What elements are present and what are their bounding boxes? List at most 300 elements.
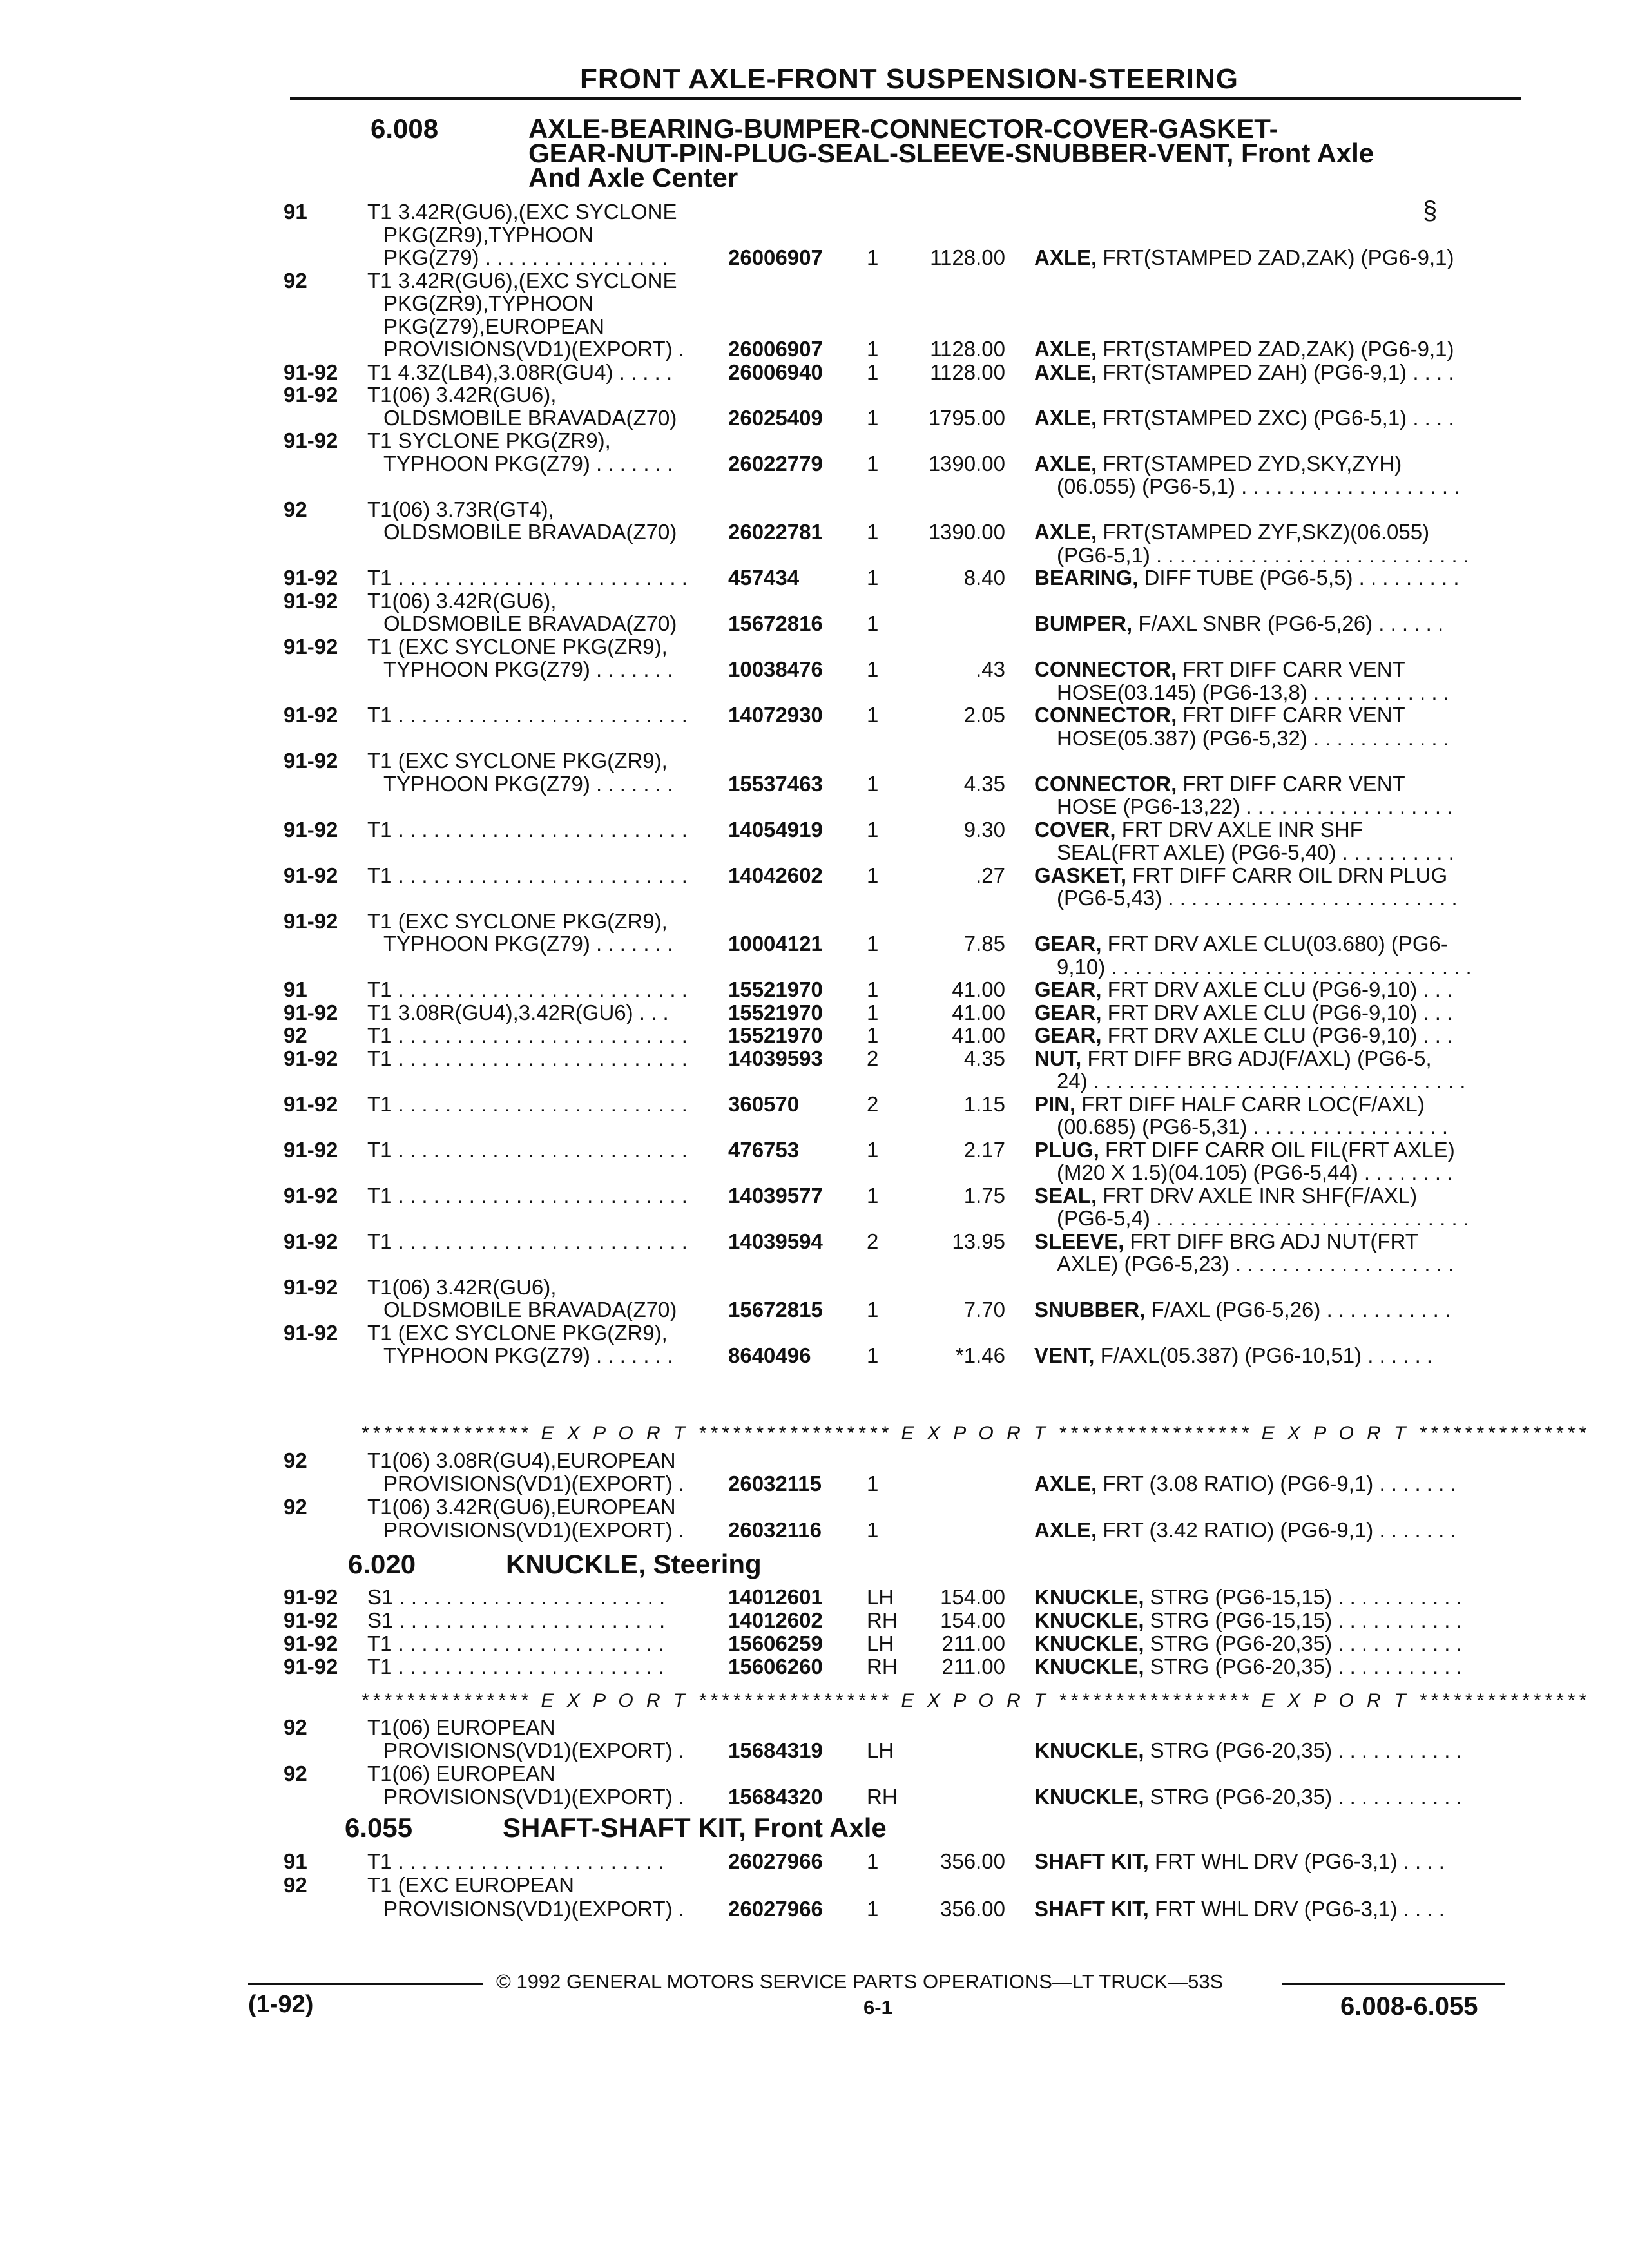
table-row: [0, 360, 1629, 386]
part-number: 15672815: [728, 1298, 823, 1321]
table-row: [0, 1343, 1629, 1369]
table-row: [0, 863, 1629, 889]
part-name: KNUCKLE,: [1034, 1585, 1144, 1609]
quantity: 1: [867, 1298, 879, 1321]
part-number: 10004121: [728, 932, 823, 956]
part-description: [1034, 1229, 1418, 1254]
section-title-line-1: AXLE-BEARING-BUMPER-CONNECTOR-COVER-GASKET-: [528, 113, 1278, 144]
footer-page-number: 6-1: [863, 1996, 892, 2019]
model-year: 91-92: [284, 1320, 338, 1345]
table-row: [0, 1631, 1629, 1657]
table-row: [0, 1608, 1629, 1634]
model-year: 91-92: [284, 1274, 338, 1299]
part-description: [1034, 1897, 1445, 1921]
model-year: 92: [284, 1873, 307, 1897]
part-detail: STRG (PG6-15,15) . . . . . . . . . . .: [1150, 1608, 1462, 1632]
quantity: 1: [867, 932, 879, 956]
part-detail: STRG (PG6-20,35) . . . . . . . . . . .: [1150, 1631, 1462, 1655]
table-row: [0, 314, 1629, 340]
application-desc: S1 . . . . . . . . . . . . . . . . . . . . . . .: [367, 1585, 666, 1609]
part-detail: FRT (3.08 RATIO) (PG6-9,1) . . . . . . .: [1103, 1472, 1456, 1495]
part-description: [1057, 1115, 1448, 1139]
application-desc: PROVISIONS(VD1)(EXPORT) .: [383, 337, 684, 361]
table-row: [0, 1252, 1629, 1278]
part-number: 15684320: [728, 1785, 823, 1809]
page-header-title: FRONT AXLE-FRONT SUSPENSION-STEERING: [580, 63, 1239, 95]
part-name: KNUCKLE,: [1034, 1608, 1144, 1632]
application-desc: T1 . . . . . . . . . . . . . . . . . . . . . . . . .: [367, 703, 688, 727]
part-description: [1034, 657, 1405, 682]
quantity: 1: [867, 1897, 879, 1921]
section-title: KNUCKLE, Steering: [506, 1549, 762, 1579]
part-number: 457434: [728, 566, 800, 590]
quantity: 1: [867, 337, 879, 361]
part-description: [1057, 1069, 1465, 1093]
list-price: *1.46: [955, 1343, 1005, 1367]
part-description: [1034, 406, 1454, 430]
model-year: 92: [284, 1495, 307, 1519]
section-title-line-2: GEAR-NUT-PIN-PLUG-SEAL-SLEEVE-SNUBBER-VENT, Front Axle: [528, 138, 1374, 168]
table-row: [0, 1849, 1629, 1875]
list-price: 1128.00: [930, 337, 1005, 361]
model-year: 91-92: [284, 1000, 338, 1024]
model-year: 91-92: [284, 634, 338, 658]
part-detail: FRT DIFF CARR OIL FIL(FRT AXLE): [1105, 1137, 1455, 1162]
section-number: 6.008: [371, 113, 439, 144]
application-desc: PROVISIONS(VD1)(EXPORT) .: [383, 1897, 684, 1921]
table-row: [0, 269, 1629, 294]
part-detail: FRT DRV AXLE CLU (PG6-9,10) . . .: [1107, 1000, 1453, 1024]
model-year: 91-92: [284, 749, 338, 773]
part-description: [1057, 1160, 1452, 1185]
part-number: 15521970: [728, 1000, 823, 1024]
part-number: 15521970: [728, 1023, 823, 1047]
part-name: AXLE,: [1034, 520, 1097, 544]
table-row: [0, 406, 1629, 432]
quantity: 1: [867, 817, 879, 841]
part-detail: (PG6-5,43) . . . . . . . . . . . . . . . . . . . . . . . . .: [1057, 886, 1458, 910]
part-description: [1034, 1023, 1452, 1048]
list-price: 41.00: [952, 977, 1005, 1001]
quantity: 1: [867, 1849, 879, 1873]
part-detail: F/AXL (PG6-5,26) . . . . . . . . . . .: [1151, 1298, 1451, 1321]
list-price: 154.00: [940, 1608, 1005, 1632]
part-description: [1034, 703, 1405, 727]
table-row: [0, 589, 1629, 615]
table-row: [0, 223, 1629, 249]
part-number: 15606259: [728, 1631, 823, 1655]
part-number: 14012602: [728, 1608, 823, 1632]
part-name: PIN,: [1034, 1091, 1076, 1116]
quantity: 2: [867, 1091, 879, 1116]
table-row: [0, 1495, 1629, 1521]
part-name: AXLE,: [1034, 1472, 1097, 1495]
part-description: [1034, 1472, 1456, 1496]
model-year: 91-92: [284, 1229, 338, 1253]
application-desc: T1 . . . . . . . . . . . . . . . . . . . . . . . . .: [367, 1046, 688, 1070]
list-price: 1795.00: [928, 405, 1005, 430]
list-price: 8.40: [963, 566, 1005, 590]
table-row: [0, 543, 1629, 569]
part-description: [1034, 1608, 1462, 1633]
part-number: 15521970: [728, 977, 823, 1001]
model-year: 92: [284, 1023, 307, 1047]
list-price: .43: [976, 657, 1005, 681]
table-row: [0, 1897, 1629, 1923]
part-detail: FRT DIFF CARR VENT: [1182, 703, 1405, 727]
model-year: 91-92: [284, 863, 338, 887]
part-name: PLUG,: [1034, 1137, 1099, 1162]
part-detail: FRT WHL DRV (PG6-3,1) . . . .: [1155, 1897, 1445, 1921]
application-desc: PROVISIONS(VD1)(EXPORT) .: [383, 1785, 684, 1809]
model-year: 92: [284, 1715, 307, 1739]
application-desc: T1 (EXC SYCLONE PKG(ZR9),: [367, 908, 668, 933]
application-desc: T1 (EXC EUROPEAN: [367, 1873, 574, 1897]
application-desc: T1(06) 3.73R(GT4),: [367, 497, 554, 521]
table-row: [0, 818, 1629, 843]
section-title-line-3: And Axle Center: [528, 162, 738, 193]
part-description: [1034, 245, 1454, 270]
quantity: 1: [867, 657, 879, 681]
part-description: [1057, 955, 1472, 979]
part-number: 26032115: [728, 1472, 822, 1495]
application-desc: T1(06) 3.08R(GU4),EUROPEAN: [367, 1448, 676, 1472]
part-detail: (06.055) (PG6-5,1) . . . . . . . . . . . . . . . . . . .: [1057, 474, 1460, 498]
part-description: [1034, 1092, 1425, 1117]
part-detail: AXLE) (PG6-5,23) . . . . . . . . . . . . . . . . . . .: [1057, 1252, 1454, 1276]
table-row: [0, 1115, 1629, 1140]
table-row: [0, 794, 1629, 820]
part-description: [1057, 543, 1469, 568]
footer-section-range: 6.008-6.055: [1340, 1992, 1478, 2021]
part-detail: STRG (PG6-20,35) . . . . . . . . . . .: [1150, 1738, 1462, 1762]
part-description: [1034, 566, 1460, 590]
part-detail: HOSE (PG6-13,22) . . . . . . . . . . . . . . . . . .: [1057, 794, 1453, 818]
application-desc: T1(06) EUROPEAN: [367, 1715, 555, 1739]
quantity: 1: [867, 1183, 879, 1207]
part-number: 26006907: [728, 245, 823, 269]
part-description: [1034, 611, 1443, 636]
application-desc: TYPHOON PKG(Z79) . . . . . . .: [383, 451, 673, 476]
application-desc: T1(06) 3.42R(GU6),EUROPEAN: [367, 1495, 676, 1519]
quantity: 1: [867, 703, 879, 727]
part-description: [1034, 977, 1452, 1002]
table-row: [0, 520, 1629, 546]
application-desc: T1 SYCLONE PKG(ZR9),: [367, 428, 611, 452]
part-detail: (M20 X 1.5)(04.105) (PG6-5,44) . . . . . . . .: [1057, 1160, 1453, 1184]
model-year: 92: [284, 1448, 307, 1472]
table-row: [0, 1023, 1629, 1049]
part-detail: FRT DIFF BRG ADJ(F/AXL) (PG6-5,: [1087, 1046, 1432, 1070]
part-detail: FRT DIFF HALF CARR LOC(F/AXL): [1081, 1091, 1425, 1116]
application-desc: T1(06) 3.42R(GU6),: [367, 383, 557, 407]
table-row: [0, 1655, 1629, 1680]
part-description: [1034, 1785, 1462, 1809]
part-name: AXLE,: [1034, 245, 1097, 269]
table-row: [0, 1160, 1629, 1186]
part-description: [1034, 1046, 1432, 1071]
application-desc: OLDSMOBILE BRAVADA(Z70): [383, 405, 677, 430]
part-description: [1034, 1343, 1432, 1368]
application-desc: TYPHOON PKG(Z79) . . . . . . .: [383, 1343, 673, 1367]
quantity: 1: [867, 1518, 879, 1542]
application-desc: T1 . . . . . . . . . . . . . . . . . . . . . . . . .: [367, 1023, 688, 1047]
table-row: [0, 1585, 1629, 1611]
part-name: GEAR,: [1034, 977, 1102, 1001]
table-row: [0, 772, 1629, 798]
application-desc: T1 . . . . . . . . . . . . . . . . . . . . . . . . .: [367, 863, 688, 887]
model-year: 91-92: [284, 383, 338, 407]
application-desc: PKG(Z79),EUROPEAN: [383, 314, 604, 338]
table-row: [0, 200, 1629, 226]
part-description: [1034, 1298, 1451, 1322]
application-desc: S1 . . . . . . . . . . . . . . . . . . . . . . .: [367, 1608, 666, 1632]
part-name: AXLE,: [1034, 451, 1097, 476]
part-detail: FRT (3.42 RATIO) (PG6-9,1) . . . . . . .: [1103, 1518, 1456, 1542]
application-desc: PKG(ZR9),TYPHOON: [383, 222, 594, 247]
model-year: 91-92: [284, 428, 338, 452]
list-price: 41.00: [952, 1000, 1005, 1024]
part-detail: (PG6-5,4) . . . . . . . . . . . . . . . . . . . . . . . . . . .: [1057, 1206, 1469, 1230]
part-name: AXLE,: [1034, 405, 1097, 430]
part-detail: F/AXL(05.387) (PG6-10,51) . . . . . .: [1100, 1343, 1433, 1367]
list-price: 1128.00: [930, 360, 1005, 384]
table-row: [0, 977, 1629, 1003]
part-detail: FRT DIFF CARR OIL DRN PLUG: [1132, 863, 1448, 887]
quantity: LH: [867, 1631, 894, 1655]
quantity: 2: [867, 1229, 879, 1253]
table-row: [0, 428, 1629, 454]
part-name: SHAFT KIT,: [1034, 1849, 1149, 1873]
part-name: KNUCKLE,: [1034, 1631, 1144, 1655]
application-desc: T1 . . . . . . . . . . . . . . . . . . . . . . . . .: [367, 977, 688, 1001]
list-price: 4.35: [963, 771, 1005, 796]
model-year: 91-92: [284, 817, 338, 841]
list-price: 211.00: [941, 1655, 1005, 1678]
part-number: 14039577: [728, 1183, 823, 1207]
model-year: 91-92: [284, 566, 338, 590]
application-desc: T1 . . . . . . . . . . . . . . . . . . . . . . . . .: [367, 1137, 688, 1162]
part-name: AXLE,: [1034, 1518, 1097, 1542]
part-number: 15606260: [728, 1655, 823, 1678]
table-row: [0, 383, 1629, 408]
table-row: [0, 840, 1629, 866]
quantity: 1: [867, 245, 879, 269]
part-description: [1057, 1206, 1469, 1231]
part-detail: FRT DRV AXLE INR SHF(F/AXL): [1103, 1183, 1418, 1207]
application-desc: T1 . . . . . . . . . . . . . . . . . . . . . . . . .: [367, 817, 688, 841]
table-row: [0, 703, 1629, 729]
part-number: 26006940: [728, 360, 823, 384]
table-row: [0, 1229, 1629, 1255]
part-number: 14042602: [728, 863, 823, 887]
table-row: [0, 1762, 1629, 1787]
application-desc: T1 4.3Z(LB4),3.08R(GU4) . . . . .: [367, 360, 673, 384]
quantity: 1: [867, 771, 879, 796]
footer-copyright: © 1992 GENERAL MOTORS SERVICE PARTS OPERATIONS—LT TRUCK—53S: [496, 1970, 1224, 1993]
table-row: [0, 1472, 1629, 1497]
application-desc: T1 3.42R(GU6),(EXC SYCLONE: [367, 268, 677, 293]
table-row: [0, 1873, 1629, 1899]
list-price: 7.85: [963, 932, 1005, 956]
part-name: CONNECTOR,: [1034, 703, 1177, 727]
list-price: 13.95: [952, 1229, 1005, 1253]
part-detail: STRG (PG6-15,15) . . . . . . . . . . .: [1150, 1585, 1462, 1609]
part-description: [1034, 1138, 1455, 1162]
table-row: [0, 452, 1629, 477]
quantity: 1: [867, 1000, 879, 1024]
model-year: 91-92: [284, 588, 338, 613]
application-desc: T1 (EXC SYCLONE PKG(ZR9),: [367, 749, 668, 773]
application-desc: T1 . . . . . . . . . . . . . . . . . . . . . . . . .: [367, 1091, 688, 1116]
section-number: 6.020: [348, 1549, 416, 1579]
table-row: [0, 1046, 1629, 1072]
quantity: 1: [867, 611, 879, 635]
part-name: VENT,: [1034, 1343, 1095, 1367]
application-desc: PROVISIONS(VD1)(EXPORT) .: [383, 1518, 684, 1542]
part-number: 15672816: [728, 611, 823, 635]
application-desc: T1 3.42R(GU6),(EXC SYCLONE: [367, 200, 677, 224]
application-desc: TYPHOON PKG(Z79) . . . . . . .: [383, 932, 673, 956]
table-row: [0, 749, 1629, 774]
table-row: [0, 657, 1629, 683]
application-desc: T1 3.08R(GU4),3.42R(GU6) . . .: [367, 1000, 669, 1024]
quantity: 1: [867, 1472, 879, 1495]
part-detail: (PG6-5,1) . . . . . . . . . . . . . . . . . . . . . . . . . . .: [1057, 543, 1469, 567]
model-year: 91-92: [284, 1091, 338, 1116]
quantity: 1: [867, 863, 879, 887]
application-desc: OLDSMOBILE BRAVADA(Z70): [383, 520, 677, 544]
part-description: [1034, 360, 1454, 385]
quantity: RH: [867, 1608, 898, 1632]
application-desc: PROVISIONS(VD1)(EXPORT) .: [383, 1738, 684, 1762]
quantity: LH: [867, 1738, 894, 1762]
part-number: 26032116: [728, 1518, 822, 1542]
list-price: 1.75: [963, 1183, 1005, 1207]
part-detail: FRT DRV AXLE INR SHF: [1121, 817, 1363, 841]
part-description: [1034, 932, 1448, 956]
part-detail: FRT DRV AXLE CLU(03.680) (PG6-: [1107, 932, 1448, 956]
model-year: 91-92: [284, 1046, 338, 1070]
part-name: NUT,: [1034, 1046, 1082, 1070]
part-number: 15684319: [728, 1738, 823, 1762]
model-year: 91: [284, 1849, 307, 1873]
list-price: 211.00: [941, 1631, 1005, 1655]
quantity: 1: [867, 1137, 879, 1162]
part-name: KNUCKLE,: [1034, 1738, 1144, 1762]
quantity: RH: [867, 1785, 898, 1809]
table-row: [0, 1275, 1629, 1301]
part-description: [1034, 1631, 1462, 1656]
table-row: [0, 611, 1629, 637]
footer-rule-right: [1282, 1983, 1505, 1985]
part-number: 8640496: [728, 1343, 811, 1367]
part-detail: FRT DRV AXLE CLU (PG6-9,10) . . .: [1107, 977, 1453, 1001]
table-row: [0, 1785, 1629, 1811]
quantity: 1: [867, 977, 879, 1001]
list-price: 1.15: [963, 1091, 1005, 1116]
table-row: [0, 474, 1629, 500]
part-detail: FRT(STAMPED ZYF,SKZ)(06.055): [1103, 520, 1430, 544]
list-price: 2.05: [963, 703, 1005, 727]
application-desc: T1 (EXC SYCLONE PKG(ZR9),: [367, 634, 668, 658]
part-description: [1034, 818, 1363, 842]
model-year: 91: [284, 200, 307, 224]
part-name: SLEEVE,: [1034, 1229, 1124, 1253]
application-desc: T1 . . . . . . . . . . . . . . . . . . . . . . . . .: [367, 1183, 688, 1207]
part-detail: FRT(STAMPED ZYD,SKY,ZYH): [1103, 451, 1402, 476]
model-year: 92: [284, 497, 307, 521]
part-description: [1057, 886, 1458, 910]
list-price: 356.00: [940, 1897, 1005, 1921]
quantity: LH: [867, 1585, 894, 1609]
part-number: 10038476: [728, 657, 823, 681]
table-row: [0, 1298, 1629, 1323]
part-description: [1057, 726, 1449, 751]
part-description: [1057, 840, 1454, 865]
part-description: [1034, 1849, 1445, 1874]
page-mark: §: [1423, 197, 1438, 225]
part-detail: FRT DRV AXLE CLU (PG6-9,10) . . .: [1107, 1023, 1453, 1047]
table-row: [0, 1069, 1629, 1095]
part-detail: HOSE(05.387) (PG6-5,32) . . . . . . . . . . . .: [1057, 726, 1449, 750]
table-row: [0, 1184, 1629, 1209]
table-row: [0, 1715, 1629, 1741]
part-description: [1034, 337, 1454, 361]
list-price: 4.35: [963, 1046, 1005, 1070]
table-row: [0, 1321, 1629, 1347]
export-divider-2: *************** E X P O R T ***************** E X P O R T ***************** E X P O R T ***************: [361, 1690, 1590, 1711]
part-description: [1057, 794, 1452, 819]
part-detail: FRT(STAMPED ZAH) (PG6-9,1) . . . .: [1103, 360, 1454, 384]
application-desc: PKG(Z79) . . . . . . . . . . . . . . . .: [383, 245, 668, 269]
table-row: [0, 726, 1629, 752]
table-row: [0, 932, 1629, 957]
list-price: 1128.00: [930, 245, 1005, 269]
application-desc: T1 . . . . . . . . . . . . . . . . . . . . . . . . .: [367, 1229, 688, 1253]
application-desc: PROVISIONS(VD1)(EXPORT) .: [383, 1472, 684, 1495]
export-divider-1: *************** E X P O R T ***************** E X P O R T ***************** E X P O R T ***************: [361, 1423, 1590, 1444]
application-desc: T1 . . . . . . . . . . . . . . . . . . . . . . . . .: [367, 566, 688, 590]
table-row: [0, 566, 1629, 591]
header-rule: [290, 97, 1521, 100]
part-number: 14039594: [728, 1229, 823, 1253]
table-row: [0, 337, 1629, 363]
application-desc: T1(06) 3.42R(GU6),: [367, 1274, 557, 1299]
list-price: .27: [976, 863, 1005, 887]
part-description: [1057, 680, 1449, 705]
model-year: 91-92: [284, 1183, 338, 1207]
model-year: 91-92: [284, 1137, 338, 1162]
part-number: 26027966: [728, 1849, 823, 1873]
part-number: 14072930: [728, 703, 823, 727]
quantity: 1: [867, 1343, 879, 1367]
model-year: 91-92: [284, 1655, 338, 1678]
application-desc: OLDSMOBILE BRAVADA(Z70): [383, 1298, 677, 1321]
quantity: 1: [867, 1023, 879, 1047]
part-detail: FRT(STAMPED ZAD,ZAK) (PG6-9,1): [1103, 337, 1454, 361]
footer-rule-left: [248, 1983, 483, 1985]
application-desc: TYPHOON PKG(Z79) . . . . . . .: [383, 771, 673, 796]
part-detail: DIFF TUBE (PG6-5,5) . . . . . . . . .: [1144, 566, 1460, 590]
quantity: 2: [867, 1046, 879, 1070]
quantity: 1: [867, 566, 879, 590]
table-row: [0, 1518, 1629, 1544]
table-row: [0, 1206, 1629, 1232]
part-number: 26022781: [728, 520, 823, 544]
application-desc: T1 . . . . . . . . . . . . . . . . . . . . . . .: [367, 1849, 664, 1873]
model-year: 91-92: [284, 1585, 338, 1609]
